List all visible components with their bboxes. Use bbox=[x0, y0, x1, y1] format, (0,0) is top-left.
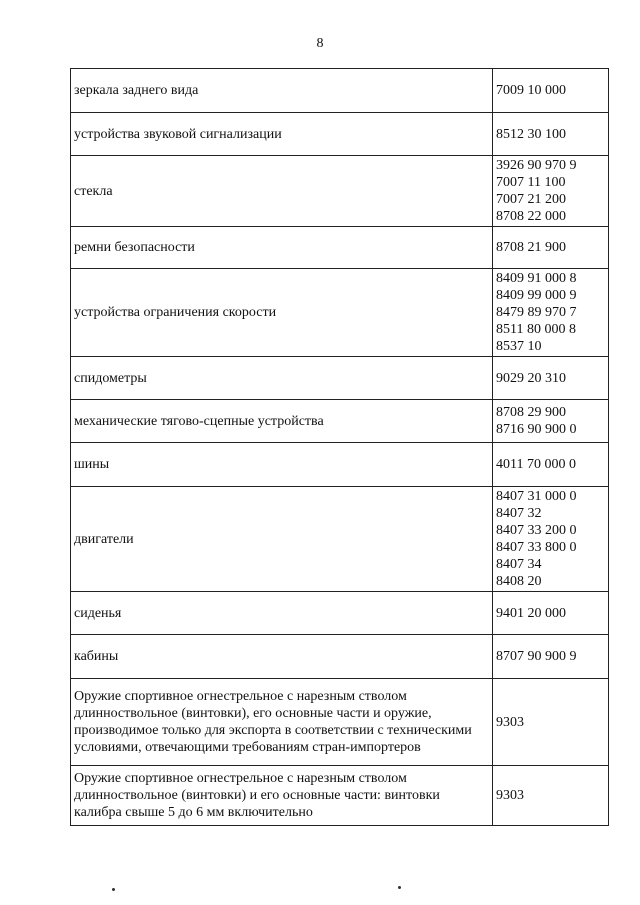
product-name: ремни безопасности bbox=[74, 240, 195, 255]
table-row bbox=[71, 156, 609, 227]
tnved-code-cell bbox=[493, 679, 609, 766]
tnved-code: 4011 70 000 0 bbox=[496, 457, 576, 472]
product-name: Оружие спортивное огнестрельное с нарезным стволом длинноствольное (винтовки) и его основные части: винтовки калибра свыше 5 до 6 мм включительно bbox=[74, 771, 440, 820]
product-name: сиденья bbox=[74, 605, 122, 621]
product-name-cell bbox=[71, 487, 493, 592]
product-name: спидометры bbox=[74, 370, 147, 386]
product-name-cell bbox=[71, 400, 493, 443]
product-name-cell bbox=[71, 69, 493, 113]
product-name-cell bbox=[71, 227, 493, 269]
tnved-code: 8708 29 900 bbox=[496, 405, 566, 420]
product-name: зеркала заднего вида bbox=[74, 83, 199, 98]
tnved-code: 7007 21 200 bbox=[496, 192, 566, 207]
tnved-code: 7009 10 000 bbox=[496, 83, 566, 98]
tnved-code: 8708 21 900 bbox=[496, 240, 566, 255]
tnved-code: 8407 34 bbox=[496, 557, 542, 572]
tnved-code: 9303 bbox=[496, 788, 524, 803]
tnved-code: 9401 20 000 bbox=[496, 605, 566, 621]
table-row bbox=[71, 357, 609, 400]
table-row bbox=[71, 635, 609, 679]
product-name: устройства ограничения скорости bbox=[74, 305, 277, 320]
tnved-code-cell bbox=[493, 766, 609, 826]
table-row bbox=[71, 269, 609, 357]
page-number: 8 bbox=[316, 36, 324, 51]
product-name: кабины bbox=[74, 649, 119, 664]
table-row bbox=[71, 443, 609, 487]
tnved-code: 3926 90 970 9 bbox=[496, 158, 577, 173]
tnved-code: 8407 33 800 0 bbox=[496, 540, 577, 555]
table-row bbox=[71, 69, 609, 113]
tnved-code-cell bbox=[493, 357, 609, 400]
table-row bbox=[71, 679, 609, 766]
product-name-cell bbox=[71, 113, 493, 156]
table-row bbox=[71, 113, 609, 156]
tnved-code: 8512 30 100 bbox=[496, 126, 566, 142]
product-name-cell bbox=[71, 357, 493, 400]
tnved-code-cell bbox=[493, 443, 609, 487]
product-name: двигатели bbox=[74, 531, 134, 547]
product-name: Оружие спортивное огнестрельное с нарезным стволом длинноствольное (винтовки), его основные части и оружие, производимое только для экспорта в соответствии с техническими условиями, отвечающими требованиям стран-импортеров bbox=[74, 689, 472, 755]
tnved-code: 8716 90 900 0 bbox=[496, 422, 577, 437]
product-name-cell bbox=[71, 269, 493, 357]
table-row bbox=[71, 487, 609, 592]
tnved-code: 7007 11 100 bbox=[496, 175, 566, 190]
tnved-code-cell bbox=[493, 269, 609, 357]
product-name-cell bbox=[71, 679, 493, 766]
product-name-cell bbox=[71, 443, 493, 487]
product-name-cell bbox=[71, 635, 493, 679]
tnved-code-cell bbox=[493, 227, 609, 269]
product-name: стекла bbox=[74, 183, 113, 199]
product-name-cell bbox=[71, 766, 493, 826]
tnved-code-cell bbox=[493, 400, 609, 443]
tnved-code: 9303 bbox=[496, 714, 524, 730]
product-name-cell bbox=[71, 156, 493, 227]
table-body bbox=[71, 69, 609, 826]
tnved-code: 8407 33 200 0 bbox=[496, 523, 577, 538]
tnved-code-cell bbox=[493, 487, 609, 592]
product-name: устройства звуковой сигнализации bbox=[74, 126, 282, 142]
tnved-code: 8407 31 000 0 bbox=[496, 489, 577, 504]
product-name: механические тягово-сцепные устройства bbox=[74, 413, 324, 429]
tnved-code: 8407 32 bbox=[496, 506, 542, 521]
scan-speck bbox=[398, 886, 401, 889]
tnved-code: 8409 91 000 8 bbox=[496, 271, 577, 286]
tnved-code: 8707 90 900 9 bbox=[496, 649, 577, 664]
product-name: шины bbox=[74, 457, 110, 472]
product-name-cell bbox=[71, 592, 493, 635]
table-row bbox=[71, 227, 609, 269]
tnved-code: 8511 80 000 8 bbox=[496, 322, 576, 337]
tnved-code-cell bbox=[493, 113, 609, 156]
tnved-code: 8479 89 970 7 bbox=[496, 305, 577, 320]
table-row bbox=[71, 400, 609, 443]
tnved-code: 8537 10 bbox=[496, 339, 542, 354]
tnved-code: 8408 20 bbox=[496, 574, 542, 589]
tnved-code-cell bbox=[493, 592, 609, 635]
table-row bbox=[71, 766, 609, 826]
tnved-code-cell bbox=[493, 69, 609, 113]
goods-codes-table bbox=[70, 68, 609, 826]
scan-speck bbox=[112, 888, 115, 891]
tnved-code-cell bbox=[493, 156, 609, 227]
tnved-code: 8409 99 000 9 bbox=[496, 288, 577, 303]
tnved-code: 9029 20 310 bbox=[496, 370, 566, 386]
tnved-code-cell bbox=[493, 635, 609, 679]
tnved-code: 8708 22 000 bbox=[496, 209, 566, 224]
table-row bbox=[71, 592, 609, 635]
